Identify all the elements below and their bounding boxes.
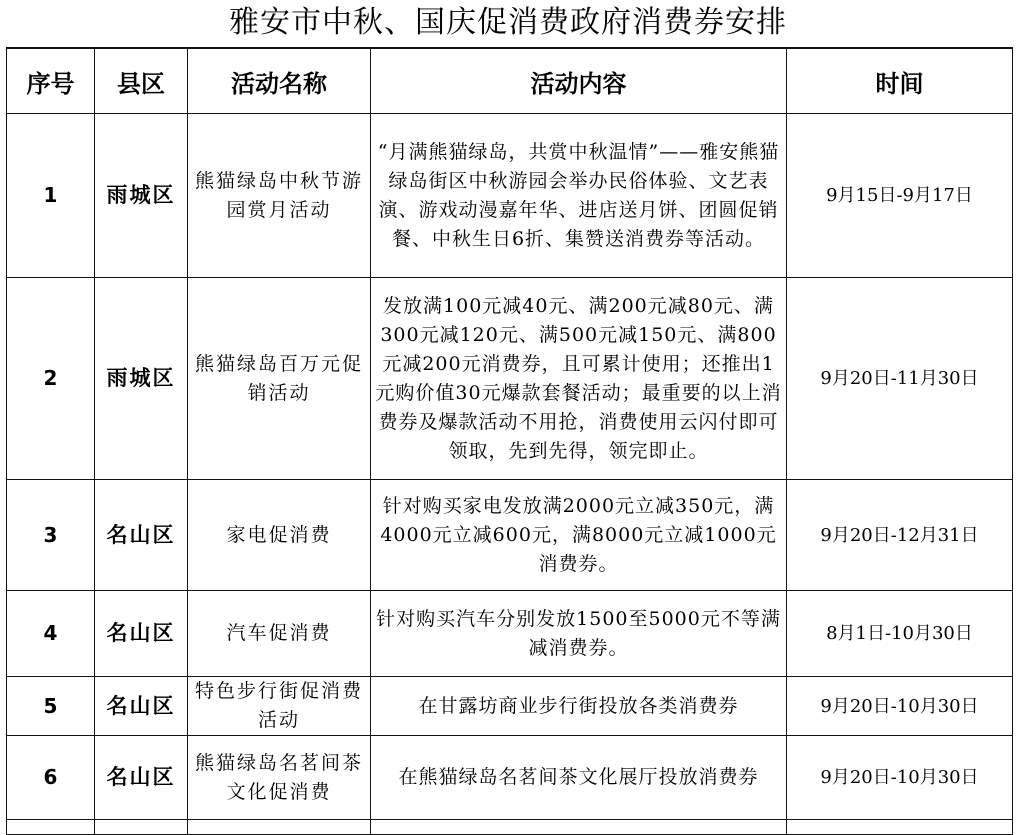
header-activity-content: 活动内容 — [371, 48, 787, 114]
row-time: 9月20日-10月30日 — [787, 677, 1013, 736]
row-index: 1 — [7, 114, 95, 278]
table-row — [7, 591, 1013, 677]
row-district: 雨城区 — [95, 114, 188, 278]
table-row — [7, 480, 1013, 591]
row-district: 名山区 — [95, 480, 188, 591]
row-index: 6 — [7, 736, 95, 820]
page-title: 雅安市中秋、国庆促消费政府消费券安排 — [229, 5, 787, 40]
row-activity-name: 特色步行街促消费活动 — [188, 677, 371, 736]
row-time: 9月20日-10月30日 — [787, 736, 1013, 820]
row-activity-content: 在甘露坊商业步行街投放各类消费券 — [371, 677, 787, 736]
row-district: 雨城区 — [95, 278, 188, 480]
table-header-row — [7, 48, 1013, 114]
row-district: 名山区 — [95, 677, 188, 736]
row-activity-name: 熊猫绿岛名茗间茶文化促消费 — [188, 736, 371, 820]
row-index: 3 — [7, 480, 95, 591]
table-row — [7, 278, 1013, 480]
row-activity-name: 汽车促消费 — [188, 591, 371, 677]
row-activity-content: 发放满100元减40元、满200元减80元、满300元减120元、满500元减150元、满800元减200元消费券，且可累计使用；还推出1元购价值30元爆款套餐活动；最重要的以上消费券及爆款活动不用抢，消费使用云闪付即可领取，先到先得，领完即止。 — [371, 278, 787, 480]
row-time: 9月20日-12月31日 — [787, 480, 1013, 591]
row-index: 4 — [7, 591, 95, 677]
row-activity-name: 熊猫绿岛百万元促销活动 — [188, 278, 371, 480]
row-time: 9月15日-9月17日 — [787, 114, 1013, 278]
row-activity-name: 熊猫绿岛中秋节游园赏月活动 — [188, 114, 371, 278]
row-time: 9月20日-11月30日 — [787, 278, 1013, 480]
row-district: 名山区 — [95, 591, 188, 677]
header-district: 县区 — [95, 48, 188, 114]
row-index: 5 — [7, 677, 95, 736]
row-activity-content: 在熊猫绿岛名茗间茶文化展厅投放消费券 — [371, 736, 787, 820]
table-row — [7, 114, 1013, 278]
header-index: 序号 — [7, 48, 95, 114]
row-activity-content: 针对购买家电发放满2000元立减350元，满4000元立减600元，满8000元立减1000元消费券。 — [371, 480, 787, 591]
row-index: 2 — [7, 278, 95, 480]
header-time: 时间 — [787, 48, 1013, 114]
row-district: 名山区 — [95, 736, 188, 820]
row-activity-content: “月满熊猫绿岛，共赏中秋温情”——雅安熊猫绿岛街区中秋游园会举办民俗体验、文艺表演、游戏动漫嘉年华、进店送月饼、团圆促销餐、中秋生日6折、集赞送消费券等活动。 — [371, 114, 787, 278]
table-row-cutoff — [7, 820, 1013, 835]
header-activity-name: 活动名称 — [188, 48, 371, 114]
row-activity-name: 家电促消费 — [188, 480, 371, 591]
schedule-table — [6, 47, 1013, 835]
row-activity-content: 针对购买汽车分别发放1500至5000元不等满减消费券。 — [371, 591, 787, 677]
row-time: 8月1日-10月30日 — [787, 591, 1013, 677]
table-row — [7, 677, 1013, 736]
table-row — [7, 736, 1013, 820]
